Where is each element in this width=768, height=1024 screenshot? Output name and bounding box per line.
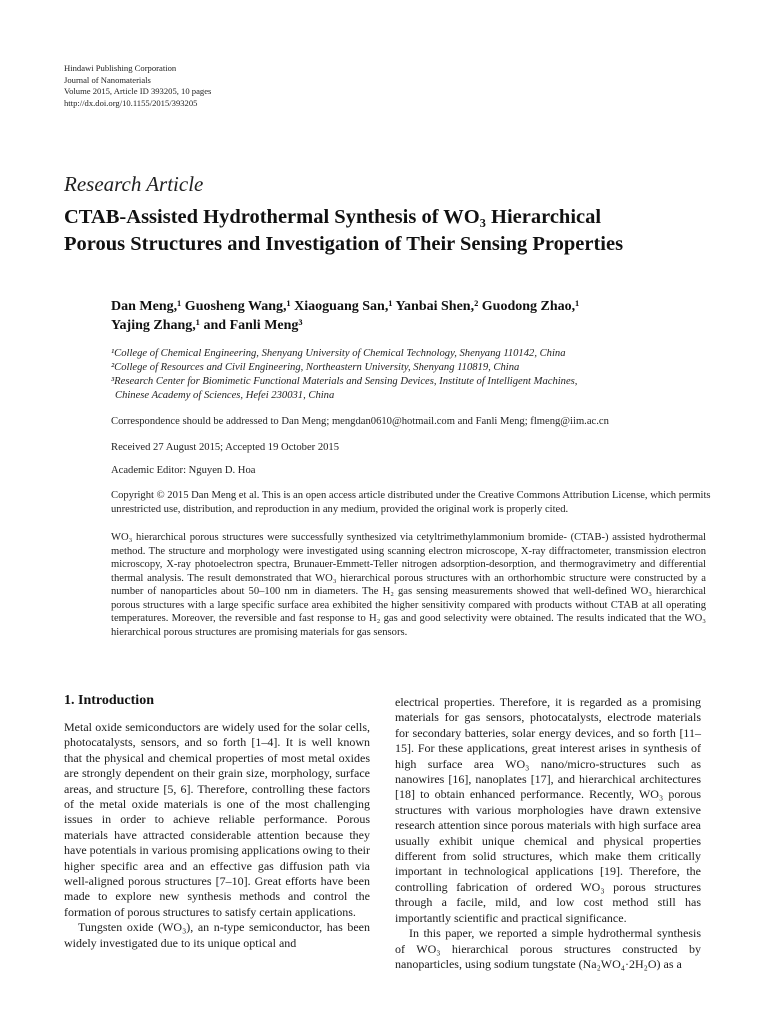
affiliation-3-cont: Chinese Academy of Sciences, Hefei 230031, China <box>115 390 335 401</box>
paragraph: Tungsten oxide (WO₃), an n-type semiconductor, has been widely investigated due to its unique optical and <box>64 920 370 950</box>
journal-name: Journal of Nanomaterials <box>64 74 151 85</box>
abstract: WO₃ hierarchical porous structures were successfully synthesized via cetyltrimethylammonium bromide- (CTAB-) assisted hydrothermal method. The structure and morphology were investigated using scanning electron microscope, X-ray diffractometer, transmission electron microscopy, X-ray photoelectron spectra, Brunauer-Emmett-Teller nitrogen adsorption-desorption, and thermogravimetry and differential thermal analysis. The result demonstrated that WO₃ hierarchical porous structures with an orthorhombic structure were constructed by a number of nanoparticles about 50–100 nm in diameters. The H₂ gas sensing measurements showed that well-defined WO₃ hierarchical porous structures with a large specific surface area exhibited the higher sensitivity compared with products without CTAB at all operating temperatures. Moreover, the reversible and fast response to H₂ gas and good selectivity were obtained. The results indicated that the WO₃ hierarchical porous structures are promising materials for gas sensors. <box>111 532 706 638</box>
affiliations <box>111 347 711 403</box>
affiliation-1: ¹College of Chemical Engineering, Shenyang University of Chemical Technology, Shenyang 110142, China <box>111 348 566 359</box>
left-column <box>64 720 370 951</box>
section-heading: 1. Introduction <box>64 693 154 708</box>
affiliation-2: ²College of Resources and Civil Engineering, Northeastern University, Shenyang 110819, China <box>111 362 520 373</box>
paragraph: In this paper, we reported a simple hydrothermal synthesis of WO₃ hierarchical porous structures constructed by nanoparticles, using sodium tungstate (Na₂WO₄·2H₂O) as a <box>395 926 701 971</box>
article-type: Research Article <box>64 172 204 196</box>
copyright-notice: Copyright © 2015 Dan Meng et al. This is an open access article distributed under the Creative Commons Attribution License, which permits unrestricted use, distribution, and reproduction in any medium, provided the original work is properly cited. <box>111 490 711 515</box>
volume-info: Volume 2015, Article ID 393205, 10 pages <box>64 86 212 96</box>
affiliation-3: ³Research Center for Biomimetic Functional Materials and Sensing Devices, Institute of Intelligent Machines, <box>111 376 578 387</box>
authors-line-2: Yajing Zhang,¹ and Fanli Meng³ <box>111 318 303 333</box>
academic-editor: Academic Editor: Nguyen D. Hoa <box>111 465 256 476</box>
title-line-2: Porous Structures and Investigation of Their Sensing Properties <box>64 233 624 255</box>
publisher: Hindawi Publishing Corporation <box>64 63 177 73</box>
correspondence: Correspondence should be addressed to Dan Meng; mengdan0610@hotmail.com and Fanli Meng; flmeng@iim.ac.cn <box>111 416 609 427</box>
doi-link[interactable]: http://dx.doi.org/10.1155/2015/393205 <box>64 97 198 108</box>
authors-line-1: Dan Meng,¹ Guosheng Wang,¹ Xiaoguang San,¹ Yanbai Shen,² Guodong Zhao,¹ <box>111 299 580 314</box>
paragraph: Metal oxide semiconductors are widely used for the solar cells, photocatalysts, sensors, and so forth [1–4]. It is well known that the physical and chemical properties of most metal oxides are strongly dependent on their grain size, morphology, surface areas, and structure [5, 6]. Therefore, controlling these factors of the metal oxide materials is one of the most challenging issues in order to achieve reliable performance. Porous materials have attracted considerable attention because they have potentials in various promising applications owing to their higher specific area and an effective gas diffusion path via well-aligned porous structures [7–10]. Great efforts have been made to explore new synthesis methods and control the formation of porous structures to satisfy certain applications. <box>64 720 370 919</box>
author-list <box>111 297 711 335</box>
journal-header <box>64 63 211 109</box>
paragraph: electrical properties. Therefore, it is regarded as a promising materials for gas sensors, photocatalysts, electrode materials for secondary batteries, solar energy devices, and so forth [11–15]. For these applications, great interest arises in synthesis of high surface area WO₃ nano/micro-structures such as nanowires [16], nanoplates [17], and hierarchical architectures [18] to obtain enhanced performance. Recently, WO₃ porous structures with various morphologies have drawn extensive research attention since porous materials with high surface area usually exhibit unique chemical and physical properties different from solid structures, which make them critically important in technological applications [19]. Therefore, the controlling fabrication of ordered WO₃ porous structures through a facile, mild, and low cost method still has importantly scientific and practical significance. <box>395 695 701 925</box>
received-dates: Received 27 August 2015; Accepted 19 October 2015 <box>111 442 340 453</box>
title-line-1: CTAB-Assisted Hydrothermal Synthesis of WO₃ Hierarchical <box>64 206 602 228</box>
right-column <box>395 695 701 972</box>
paper-title <box>64 204 724 258</box>
